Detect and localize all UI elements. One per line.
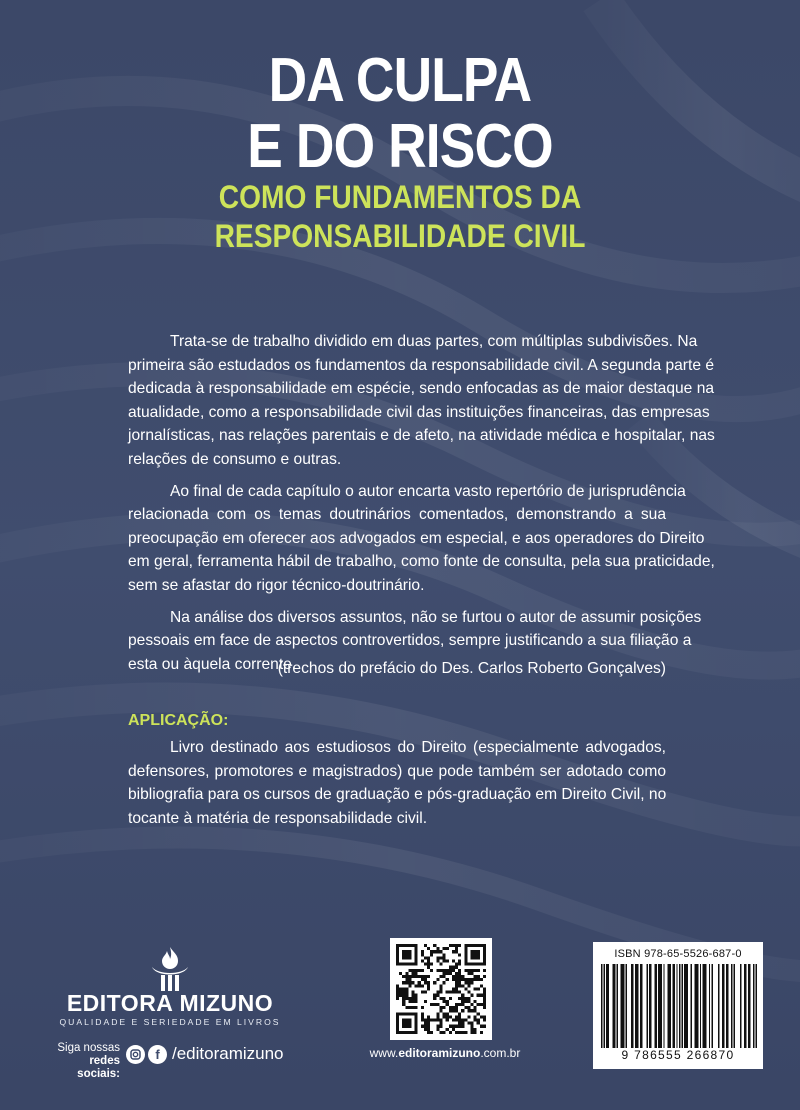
preface-attribution: (trechos do prefácio do Des. Carlos Roberto Gonçalves): [277, 660, 666, 677]
text-line: pessoais em face de aspectos controvertidos, sempre justificando a sua filiação a: [128, 632, 692, 650]
publisher-tagline: QUALIDADE E SERIEDADE EM LIVROS: [59, 1017, 281, 1027]
text-line: Trata-se de trabalho dividido em duas partes, com múltiplas subdivisões. Na: [170, 333, 698, 350]
title-line-2: E DO RISCO: [247, 112, 553, 181]
synopsis: [128, 330, 715, 684]
text-line: dedicada à responsabilidade em espécie, sendo enfocadas as de maior destaque na: [128, 380, 715, 398]
website-main: editoramizuno: [398, 1046, 481, 1060]
text-line: Livro destinado aos estudiosos do Direito (especialmente advogados,: [170, 739, 666, 756]
isbn-label: ISBN 978-65-5526-687-0: [614, 948, 742, 960]
text-line: Ao final de cada capítulo o autor encarta vasto repertório de jurisprudência: [170, 482, 686, 500]
text-line: defensores, promotores e magistrados) que pode também ser adotado como: [128, 762, 666, 780]
text-line: Na análise dos diversos assuntos, não se furtou o autor de assumir posições: [170, 608, 702, 626]
website-suffix: .com.br: [480, 1046, 521, 1060]
text-line: primeira são estudados os fundamentos da responsabilidade civil. A segunda parte é: [128, 356, 715, 374]
instagram-icon[interactable]: [126, 1045, 145, 1064]
barcode-icon: [601, 964, 757, 1048]
publisher-logo: [40, 945, 300, 1030]
text-line: tocante à matéria de responsabilidade civil.: [128, 809, 428, 827]
qr-code: [390, 938, 492, 1040]
social-label: [50, 1042, 120, 1081]
text-line: em geral, ferramenta hábil de trabalho, como fonte de consulta, pela sua praticidade,: [128, 553, 715, 571]
isbn-barcode: [593, 942, 763, 1069]
text-line: preocupação em oferecer aos advogados em especial, e aos operadores do Direito: [128, 529, 705, 547]
title-line-1: DA CULPA: [268, 46, 532, 115]
text-line: relações de consumo e outras.: [128, 450, 342, 468]
subtitle-line-2: RESPONSABILIDADE CIVIL: [214, 218, 586, 254]
barcode-digits: 9 786555 266870: [621, 1048, 735, 1062]
facebook-icon[interactable]: f: [148, 1045, 167, 1064]
qr-code-icon: [396, 944, 486, 1034]
flame-emblem-icon: [148, 945, 192, 993]
publisher-name: EDITORA MIZUNO: [66, 990, 274, 1016]
text-line: bibliografia para os cursos de graduação e pós-graduação em Direito Civil, no: [128, 786, 667, 804]
text-line: sem se afastar do rigor técnico-doutrinário.: [128, 576, 425, 594]
text-line: relacionada com os temas doutrinários comentados, demonstrando a sua: [128, 506, 666, 524]
text-line: jornalísticas, nas relações parentais e de afeto, na atividade médica e hospitalar, nas: [128, 427, 715, 445]
application-heading: APLICAÇÃO:: [128, 712, 229, 729]
website-url[interactable]: [350, 1046, 540, 1060]
synopsis-paragraph-1: [128, 330, 715, 472]
application-text: [128, 736, 666, 830]
social-handle[interactable]: /editoramizuno: [172, 1044, 284, 1063]
subtitle-line-1: COMO FUNDAMENTOS DA: [218, 179, 582, 215]
text-line: atualidade, como a responsabilidade civil das instituições financeiras, das empresas: [128, 403, 710, 421]
website-prefix: www.: [369, 1046, 399, 1060]
social-label-line-1: Siga nossas: [57, 1042, 120, 1054]
text-line: esta ou àquela corrente.: [128, 655, 297, 673]
synopsis-paragraph-2: [128, 480, 715, 598]
social-label-line-2: redes sociais:: [77, 1055, 120, 1080]
